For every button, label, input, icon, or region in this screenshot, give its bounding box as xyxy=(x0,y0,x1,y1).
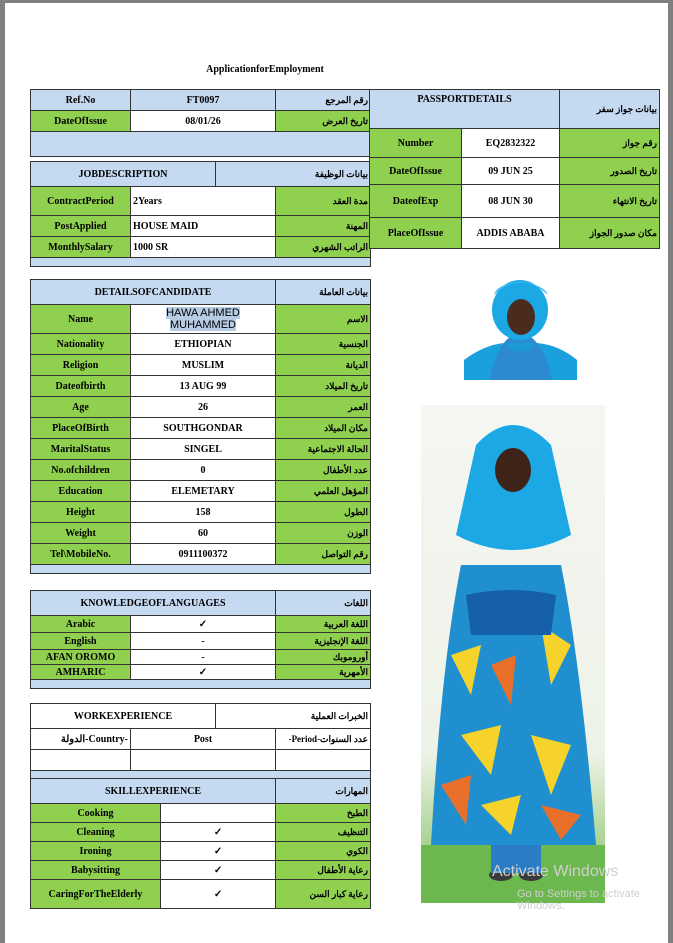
name-label: Name xyxy=(31,305,131,334)
candidate-rows-label: Age xyxy=(31,397,131,418)
languages-rows-label-ar: اللغة العربية xyxy=(276,616,371,633)
skills-rows-value xyxy=(161,804,276,823)
issue-label-ar: تاريخ العرض xyxy=(276,111,371,132)
post-label: PostApplied xyxy=(31,216,131,237)
candidate-rows-value: ELEMETARY xyxy=(131,481,276,502)
document-page xyxy=(5,3,668,943)
languages-rows-label-ar: أوروموبك xyxy=(276,650,371,665)
work-cell xyxy=(131,750,276,771)
period-column: عدد السنوات-Period- xyxy=(276,729,371,750)
candidate-rows-label-ar: المؤهل العلمي xyxy=(276,481,371,502)
passport-rows-label: DateOfIssue xyxy=(370,158,462,185)
work-table xyxy=(30,703,371,784)
skills-rows-value: ✓ xyxy=(161,861,276,880)
name-label-ar: الاسم xyxy=(276,305,371,334)
languages-rows-label: AFAN OROMO xyxy=(31,650,131,665)
languages-rows-label: AMHARIC xyxy=(31,665,131,680)
full-body-photo xyxy=(421,405,605,903)
document-title: ApplicationforEmployment xyxy=(206,64,324,75)
languages-header: KNOWLEDGEOFLANGUAGES xyxy=(31,591,276,616)
work-header-ar: الخبرات العملية xyxy=(216,704,371,729)
candidate-rows-label-ar: العمر xyxy=(276,397,371,418)
passport-rows-label-ar: تاريخ الانتهاء xyxy=(560,185,660,218)
passport-rows-value: EQ2832322 xyxy=(462,129,560,158)
candidate-rows-label: PlaceOfBirth xyxy=(31,418,131,439)
candidate-rows-value: SINGEL xyxy=(131,439,276,460)
job-table xyxy=(30,161,371,267)
candidate-rows-value: 0911100372 xyxy=(131,544,276,565)
candidate-rows-label-ar: الديانة xyxy=(276,355,371,376)
languages-rows-label-ar: الأمهرية xyxy=(276,665,371,680)
passport-rows-value: 08 JUN 30 xyxy=(462,185,560,218)
post-label-ar: المهنة xyxy=(276,216,371,237)
candidate-rows-label: Dateofbirth xyxy=(31,376,131,397)
skills-rows-value: ✓ xyxy=(161,880,276,909)
languages-table xyxy=(30,590,371,689)
candidate-rows-label: Tel\MobileNo. xyxy=(31,544,131,565)
candidate-rows-label-ar: الوزن xyxy=(276,523,371,544)
skills-rows-label-ar: رعاية الأطفال xyxy=(276,861,371,880)
candidate-rows-value: 60 xyxy=(131,523,276,544)
skills-table xyxy=(30,778,371,909)
candidate-rows-label: Education xyxy=(31,481,131,502)
skills-rows-label: Ironing xyxy=(31,842,161,861)
passport-table xyxy=(369,89,660,249)
candidate-rows-label: No.ofchildren xyxy=(31,460,131,481)
languages-rows-value: - xyxy=(131,633,276,650)
contract-label: ContractPeriod xyxy=(31,187,131,216)
post-value: HOUSE MAID xyxy=(131,216,276,237)
headshot-photo xyxy=(464,265,577,380)
work-cell xyxy=(276,750,371,771)
candidate-rows-label-ar: الجنسية xyxy=(276,334,371,355)
candidate-header-ar: بيانات العاملة xyxy=(276,280,371,305)
passport-rows-label-ar: مكان صدور الجواز xyxy=(560,218,660,249)
skills-rows-value: ✓ xyxy=(161,842,276,861)
passport-rows-label: PlaceOfIssue xyxy=(370,218,462,249)
passport-rows-value: 09 JUN 25 xyxy=(462,158,560,185)
languages-rows-value: - xyxy=(131,650,276,665)
skills-header-ar: المهارات xyxy=(276,779,371,804)
candidate-rows-value: 26 xyxy=(131,397,276,418)
contract-label-ar: مدة العقد xyxy=(276,187,371,216)
country-column: -Country-الدولة xyxy=(31,729,131,750)
languages-rows-value: ✓ xyxy=(131,616,276,633)
issue-value: 08/01/26 xyxy=(131,111,276,132)
candidate-table xyxy=(30,279,371,574)
candidate-rows-value: 13 AUG 99 xyxy=(131,376,276,397)
job-header-ar: بيانات الوظيفة xyxy=(216,162,371,187)
activate-windows-title: Activate Windows xyxy=(492,863,619,880)
skills-rows-label-ar: الكوي xyxy=(276,842,371,861)
salary-label-ar: الراتب الشهري xyxy=(276,237,371,258)
post-column: Post xyxy=(131,729,276,750)
candidate-rows-label: Weight xyxy=(31,523,131,544)
job-header: JOBDESCRIPTION xyxy=(31,162,216,187)
skills-header: SKILLEXPERIENCE xyxy=(31,779,276,804)
salary-value: 1000 SR xyxy=(131,237,276,258)
ref-label-ar: رقم المرجع xyxy=(276,90,371,111)
passport-header: PASSPORTDETAILS xyxy=(370,90,560,129)
candidate-rows-value: ETHIOPIAN xyxy=(131,334,276,355)
spacer-row xyxy=(31,132,371,157)
skills-rows-label: CaringForTheElderly xyxy=(31,880,161,909)
work-header: WORKEXPERIENCE xyxy=(31,704,216,729)
skills-rows-label: Cooking xyxy=(31,804,161,823)
name-line-2[interactable]: MUHAMMED xyxy=(170,319,236,331)
languages-header-ar: اللغات xyxy=(276,591,371,616)
skills-rows-label: Cleaning xyxy=(31,823,161,842)
candidate-rows-label-ar: الحالة الاجتماعية xyxy=(276,439,371,460)
passport-rows-label-ar: رقم جواز xyxy=(560,129,660,158)
passport-header-ar: بيانات جواز سفر xyxy=(560,90,660,129)
candidate-rows-label-ar: مكان الميلاد xyxy=(276,418,371,439)
skills-rows-label: Babysitting xyxy=(31,861,161,880)
passport-rows-label: Number xyxy=(370,129,462,158)
salary-label: MonthlySalary xyxy=(31,237,131,258)
spacer-row xyxy=(31,680,371,689)
candidate-rows-label: Religion xyxy=(31,355,131,376)
ref-label: Ref.No xyxy=(31,90,131,111)
skills-rows-value: ✓ xyxy=(161,823,276,842)
skills-rows-label-ar: الطبخ xyxy=(276,804,371,823)
name-value xyxy=(131,305,276,334)
skills-rows-label-ar: رعاية كبار السن xyxy=(276,880,371,909)
candidate-rows-value: MUSLIM xyxy=(131,355,276,376)
candidate-rows-label-ar: عدد الأطفال xyxy=(276,460,371,481)
candidate-rows-value: 0 xyxy=(131,460,276,481)
spacer-row xyxy=(31,258,371,267)
skills-rows-label-ar: التنظيف xyxy=(276,823,371,842)
candidate-rows-label: Height xyxy=(31,502,131,523)
activate-windows-subtitle: Go to Settings to activate Windows. xyxy=(517,888,640,912)
candidate-rows-label: Nationality xyxy=(31,334,131,355)
candidate-rows-label-ar: تاريخ الميلاد xyxy=(276,376,371,397)
header-table xyxy=(30,89,371,157)
languages-rows-label-ar: اللغة الإنجليزية xyxy=(276,633,371,650)
candidate-rows-label: MaritalStatus xyxy=(31,439,131,460)
languages-rows-value: ✓ xyxy=(131,665,276,680)
passport-rows-label: DateofExp xyxy=(370,185,462,218)
passport-rows-value: ADDIS ABABA xyxy=(462,218,560,249)
work-cell xyxy=(31,750,131,771)
candidate-rows-label-ar: الطول xyxy=(276,502,371,523)
languages-rows-label: English xyxy=(31,633,131,650)
languages-rows-label: Arabic xyxy=(31,616,131,633)
issue-label: DateOfIssue xyxy=(31,111,131,132)
candidate-rows-label-ar: رقم التواصل xyxy=(276,544,371,565)
passport-rows-label-ar: تاريخ الصدور xyxy=(560,158,660,185)
candidate-header: DETAILSOFCANDIDATE xyxy=(31,280,276,305)
candidate-rows-value: SOUTHGONDAR xyxy=(131,418,276,439)
name-line-1[interactable]: HAWA AHMED xyxy=(166,307,240,319)
spacer-row xyxy=(31,565,371,574)
contract-value: 2Years xyxy=(131,187,276,216)
ref-value: FT0097 xyxy=(131,90,276,111)
candidate-rows-value: 158 xyxy=(131,502,276,523)
